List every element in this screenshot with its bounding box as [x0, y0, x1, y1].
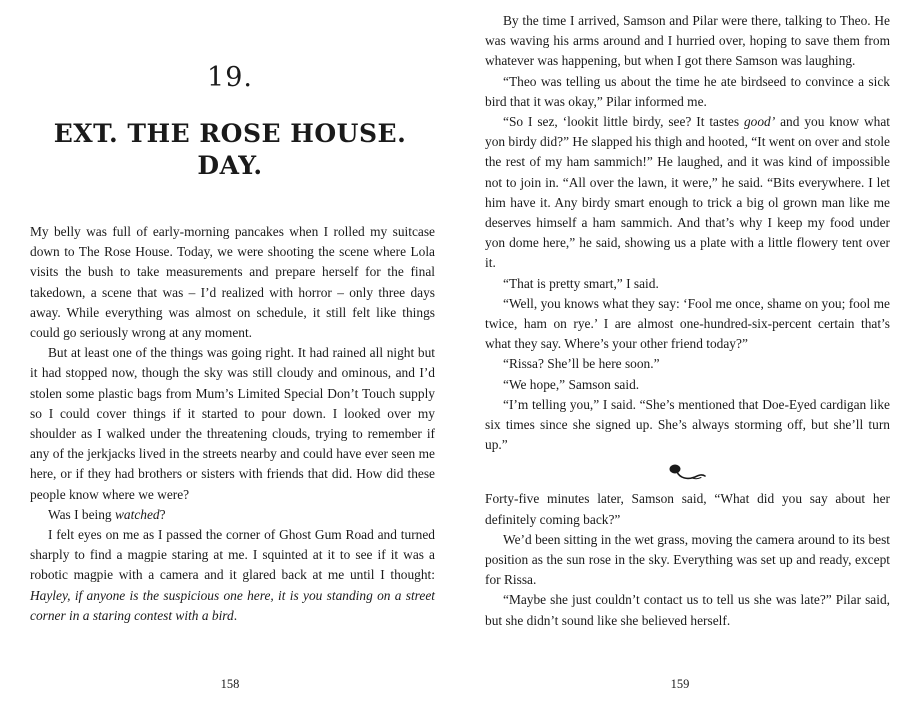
paragraph: “Maybe she just couldn’t contact us to tell us she was late?” Pilar said, but she didn’t sound like she believed herself.: [485, 592, 890, 628]
paragraph: My belly was full of early-morning pancakes when I rolled my suitcase down to The Rose House. Today, we were shooting the scene where Lola visits the bush to take measurements and prepare herself for the final takedown, a scene that was – I’d realized with horror – only three days away. While everything was almost on schedule, it still felt like things could go seriously wrong at any moment.: [30, 224, 435, 341]
paragraph: By the time I arrived, Samson and Pilar were there, talking to Theo. He was waving his arms around and I hurried over, hoping to save them from whatever was happening, but when I got there Samson was laughing.: [485, 13, 890, 69]
paragraph: “So I sez, ‘lookit little birdy, see? It tastes good’ and you know what yon birdy did?” He slapped his thigh and hooted, “It went on over and stole the rest of my ham sammich!” He laughed, and it was kind of impossible not to join in. “All over the lawn, it were,” he said. “Bits everywhere. I let him have it. Any birdy smart enough to trick a big ol grown man like me deserves himself a ham sammich. And that’s why I keep my food under yon dome here,” he said, showing us a plate with a little flowery tent over it.: [485, 114, 890, 271]
chapter-title-line-2: DAY.: [197, 151, 263, 180]
chapter-title: [30, 118, 430, 182]
left-page-body: [30, 222, 435, 626]
chapter-title-line-1: EXT. THE ROSE HOUSE.: [53, 119, 407, 148]
paragraph: “Theo was telling us about the time he ate birdseed to convince a sick bird that it was okay,” Pilar informed me.: [485, 73, 890, 109]
paragraph: We’d been sitting in the wet grass, moving the camera around to its best position as the sun rose in the sky. Everything was set up and ready, except for Rissa.: [485, 531, 890, 588]
paragraph: Forty-five minutes later, Samson said, “What did you say about her definitely coming back?”: [485, 491, 890, 527]
paragraph: “That is pretty smart,” I said.: [503, 275, 659, 291]
paragraph: “I’m telling you,” I said. “She’s mentioned that Doe-Eyed cardigan like six times since she signed up. She’s always storming off, but she’ll turn up.”: [485, 396, 890, 453]
paragraph: I felt eyes on me as I passed the corner of Ghost Gum Road and turned sharply to find a magpie staring at me. I squinted at it to see if it was a robotic magpie with a camera and it glared back at me until I thought: Hayley, if anyone is the suspicious one here, it is you standing on a street corner in a staring contest with a bird.: [30, 527, 435, 623]
right-page: [460, 0, 920, 709]
paragraph: Was I being watched?: [48, 506, 166, 522]
paragraph: “We hope,” Samson said.: [503, 376, 640, 392]
page-number: 159: [670, 677, 690, 691]
tadpole-ornament-icon: [665, 459, 711, 485]
paragraph: But at least one of the things was going right. It had rained all night but it had stopped now, though the sky was still cloudy and ominous, and I’d stolen some plastic bags from Mum’s Limited Special Don’t Touch supply so I could cover things if it started to pour down. I looked over my shoulder as I walked under the threatening clouds, trying to remember if any of the jerkjacks lived in the streets nearby and could have ever seen me here, or if they had brothers or sisters with friends that did. How did these people know where we were?: [30, 345, 435, 502]
page-number: 158: [220, 677, 240, 691]
chapter-number: 19.: [207, 62, 253, 93]
right-page-body: [485, 11, 890, 631]
paragraph: “Well, you knows what they say: ‘Fool me once, shame on you; fool me twice, ham on rye.’ I are almost one-hundred-six-percent certain that’s what they say. Where’s your other friend today?”: [485, 295, 890, 352]
paragraph: “Rissa? She’ll be here soon.”: [503, 356, 660, 372]
